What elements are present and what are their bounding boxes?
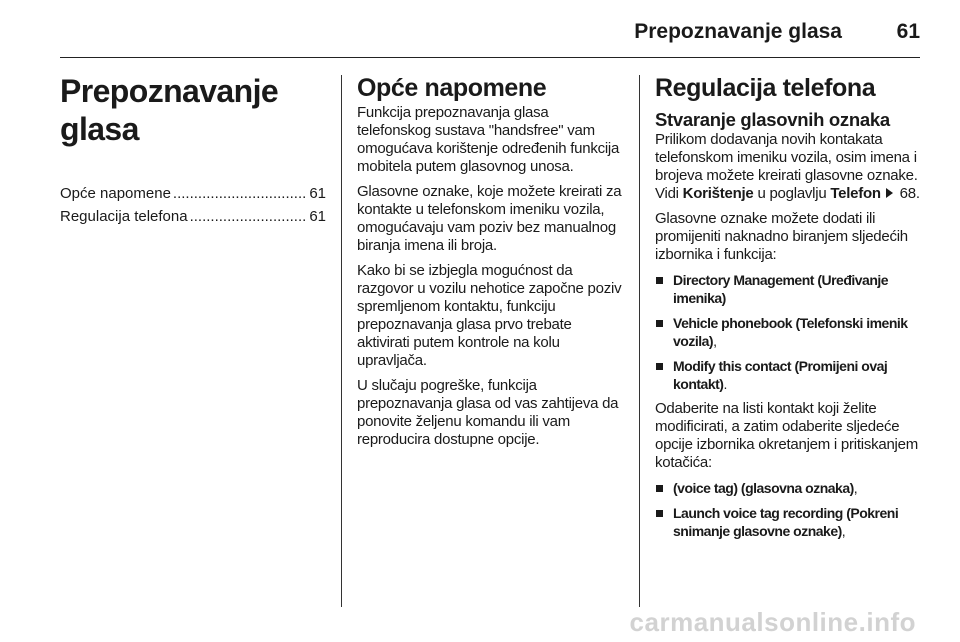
page-number: 61 — [896, 20, 920, 43]
list-item: Modify this contact (Promijeni ovaj kontakt). — [655, 357, 923, 393]
list-item: Launch voice tag recording (Pokreni snimanje glasovne oznake), — [655, 504, 923, 540]
list-item: Vehicle phonebook (Telefonski imenik vozila), — [655, 314, 923, 350]
page-reference-arrow-icon — [886, 188, 893, 198]
running-head-title: Prepoznavanje glasa — [634, 20, 842, 43]
list-item: Directory Management (Uređivanje imenika) — [655, 271, 923, 307]
body-paragraph: Prilikom dodavanja novih kontakata telefonskom imeniku vozila, osim imena i brojeva možete kreirati glasovne oznake. Vidi Korištenje u poglavlju Telefon 68. — [655, 131, 920, 202]
cross-reference-page[interactable]: 68. — [895, 185, 920, 202]
menu-path-list — [655, 271, 923, 393]
list-item: (voice tag) (glasovna oznaka), — [655, 479, 923, 497]
section-heading: Regulacija telefona — [655, 74, 876, 102]
chapter-title: Prepoznavanje glasa — [60, 73, 279, 147]
table-of-contents — [60, 182, 326, 228]
toc-entry-label: Regulacija telefona — [60, 208, 188, 225]
bullet-square-icon — [656, 277, 663, 284]
body-paragraph: U slučaju pogreške, funkcija prepoznavanja glasa od vas zahtijeva da ponovite željenu komandu ili vam reproducira dostupne opcije. — [357, 377, 619, 448]
watermark: carmanualsonline.info — [629, 607, 916, 637]
column-divider-1 — [341, 75, 342, 607]
running-head — [60, 14, 920, 50]
cross-reference-term: Korištenje — [682, 185, 754, 202]
column-3 — [655, 72, 923, 547]
toc-leader — [190, 205, 308, 228]
toc-leader — [173, 182, 307, 205]
toc-entry[interactable] — [60, 205, 326, 228]
toc-entry-page: 61 — [309, 185, 326, 202]
subsection-heading: Stvaranje glasovnih oznaka — [655, 109, 890, 130]
body-paragraph: Glasovne oznake, koje možete kreirati za kontakte u telefonskom imeniku vozila, omogućavaju vam poziv bez manualnog biranja imena ili broja. — [357, 183, 622, 254]
menu-path-list — [655, 479, 923, 540]
toc-entry-label: Opće napomene — [60, 185, 171, 202]
column-2 — [357, 72, 625, 456]
toc-entry[interactable] — [60, 182, 326, 205]
body-paragraph: Kako bi se izbjegla mogućnost da razgovor u vozilu nehotice započne poziv spremljenom kontaktu, funkciju prepoznavanja glasa prvo trebate aktivirati putem kontrole na kolu upravljača. — [357, 262, 622, 369]
column-divider-2 — [639, 75, 640, 607]
cross-reference-chapter: Telefon — [830, 185, 881, 202]
bullet-square-icon — [656, 320, 663, 327]
section-heading: Opće napomene — [357, 74, 547, 102]
body-paragraph: Glasovne oznake možete dodati ili promijeniti naknadno biranjem sljedećih izbornika i funkcija: — [655, 210, 908, 263]
body-paragraph: Odaberite na listi kontakt koji želite modificirati, a zatim odaberite sljedeće opcije izbornika okretanjem i pritiskanjem kotačića: — [655, 400, 918, 471]
header-divider — [60, 57, 920, 58]
bullet-square-icon — [656, 363, 663, 370]
column-1 — [60, 72, 326, 228]
toc-entry-page: 61 — [309, 208, 326, 225]
bullet-square-icon — [656, 510, 663, 517]
body-paragraph: Funkcija prepoznavanja glasa telefonskog sustava "handsfree" vam omogućava korištenje određenih funkcija mobitela putem glasovnog unosa. — [357, 104, 620, 175]
bullet-square-icon — [656, 485, 663, 492]
